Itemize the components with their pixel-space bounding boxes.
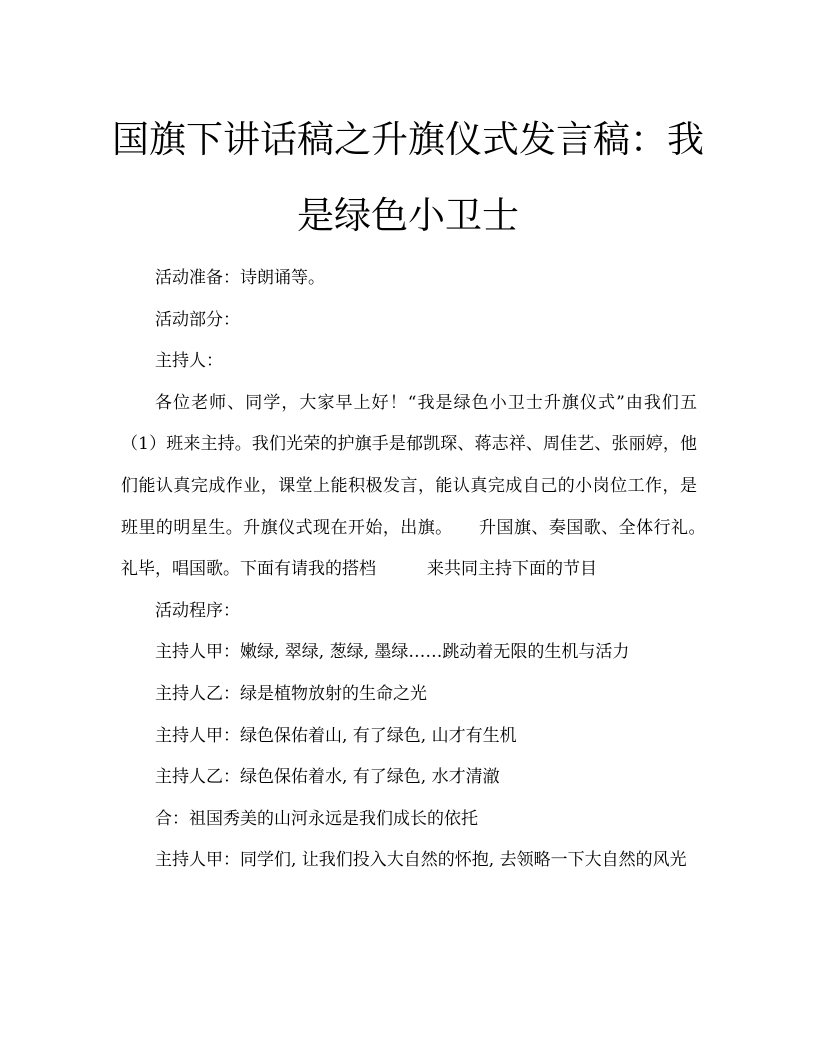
- paragraph-host-a-3: 主持人甲：同学们, 让我们投入大自然的怀抱, 去领略一下大自然的风光: [155, 850, 687, 871]
- document-title: 国旗下讲话稿之升旗仪式发言稿：我是绿色小卫士: [112, 118, 704, 237]
- paragraph-host-b-1: 主持人乙：绿是植物放射的生命之光: [155, 683, 427, 704]
- paragraph-opening-speech: 各位老师、同学，大家早上好！“我是绿色小卫士升旗仪式”由我们五（1）班来主持。我们光荣的护旗手是郁凯琛、蒋志祥、周佳艺、张丽婷，他们能认真完成作业，课堂上能积极发言，能认真完成自己的小岗位工作，是班里的明星生。升旗仪式现在开始，出旗。 升国旗、奏国歌、全体行礼。 礼毕，唱国歌。下面有请我的搭档 来共同主持下面的节目: [121, 392, 748, 580]
- paragraph-host: 主持人：: [155, 351, 223, 372]
- paragraph-program: 活动程序：: [155, 600, 240, 621]
- paragraph-activity-part: 活动部分：: [155, 309, 240, 330]
- paragraph-together: 合：祖国秀美的山河永远是我们成长的依托: [155, 808, 478, 829]
- paragraph-host-b-2: 主持人乙：绿色保佑着水, 有了绿色, 水才清澈: [155, 767, 500, 788]
- paragraph-host-a-2: 主持人甲：绿色保佑着山, 有了绿色, 山才有生机: [155, 725, 517, 746]
- document-body: [121, 258, 748, 882]
- paragraph-preparation: 活动准备：诗朗诵等。: [155, 268, 325, 288]
- paragraph-host-a-1: 主持人甲：嫩绿, 翠绿, 葱绿, 墨绿……跳动着无限的生机与活力: [155, 642, 630, 663]
